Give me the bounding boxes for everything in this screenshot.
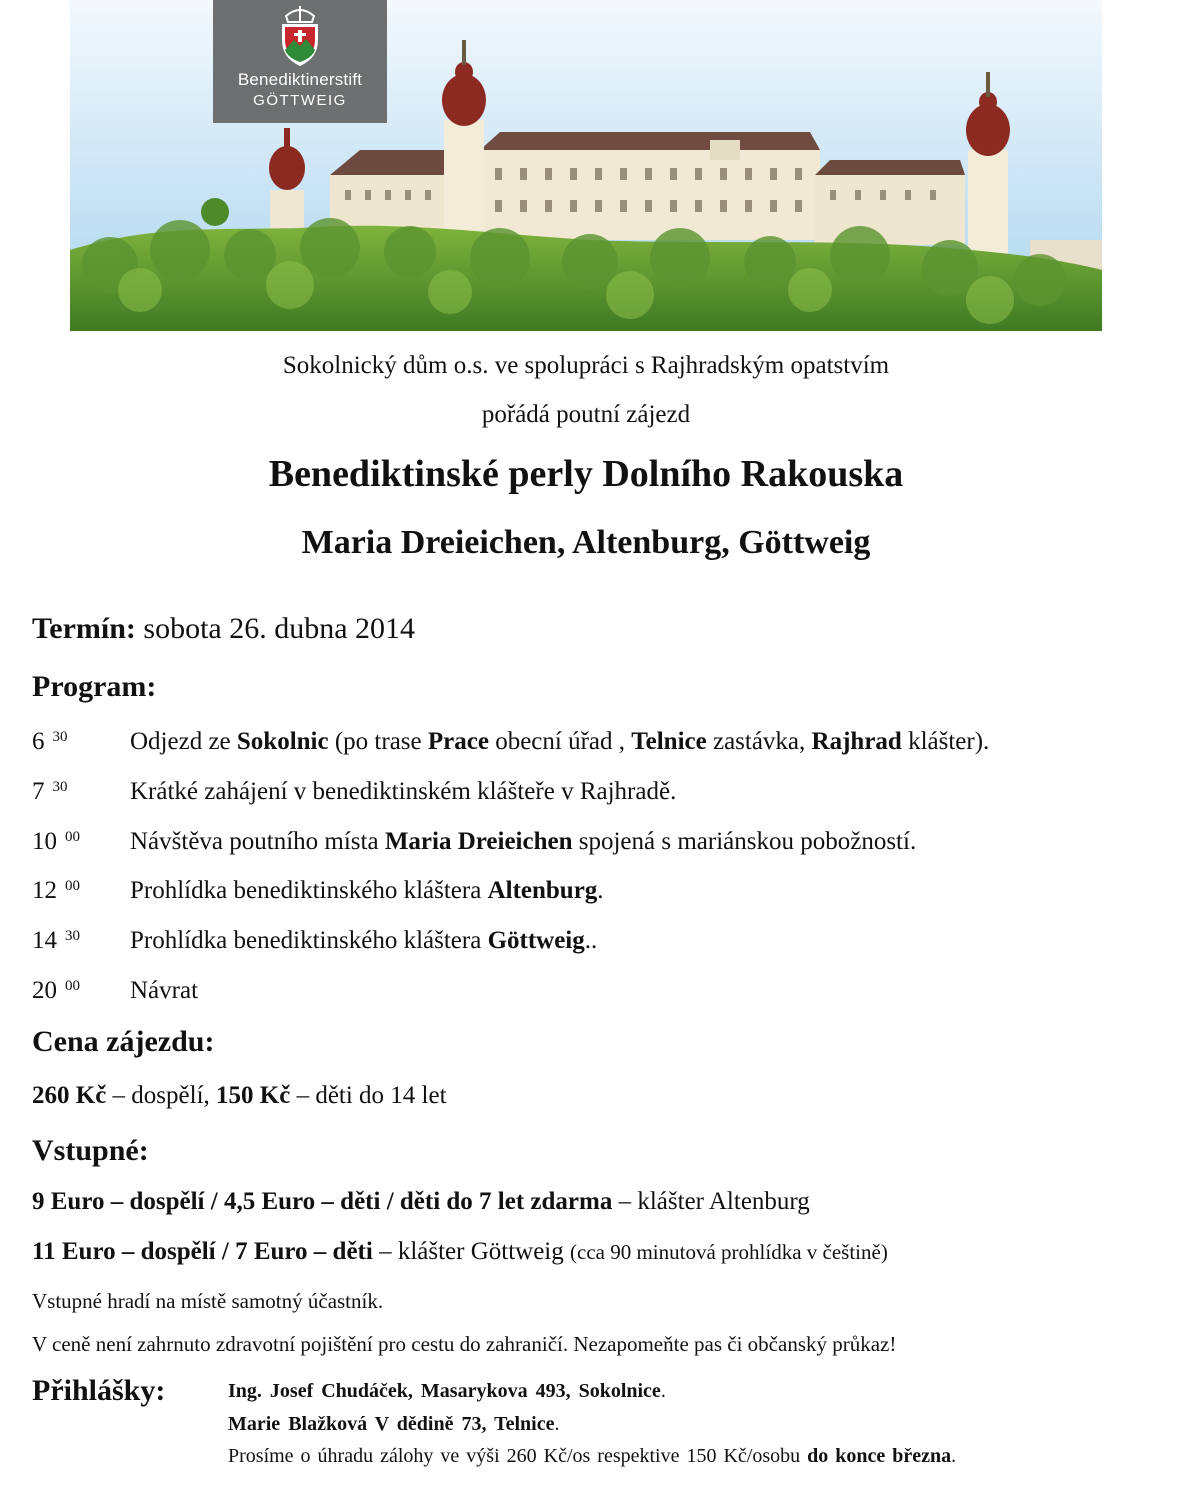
program-text: obecní úřad , (488, 728, 632, 755)
program-minute: 00 (65, 978, 80, 994)
program-minute: 00 (65, 829, 80, 845)
program-place: Maria Dreieichen (384, 828, 573, 855)
program-description (130, 778, 676, 806)
program-time (32, 778, 68, 806)
page-subtitle: Maria Dreieichen, Altenburg, Göttweig (301, 524, 871, 561)
termin-value: sobota 26. dubna 2014 (135, 612, 416, 645)
altenburg-prices: 9 Euro – dospělí / 4,5 Euro – děti / děti do 7 let zdarma (32, 1188, 613, 1215)
program-text: Krátké zahájení v benediktinském klášteře v Rajhradě. (130, 778, 677, 805)
program-time (32, 977, 80, 1005)
contact-2-text: Marie Blažková V dědině 73, Telnice (228, 1413, 555, 1435)
abbey-crest-icon (272, 6, 328, 68)
program-text: spojená s mariánskou pobožností. (572, 828, 917, 855)
program-place: Rajhrad (811, 728, 902, 755)
contact-2 (228, 1413, 560, 1436)
altenburg-place: – klášter Altenburg (612, 1188, 810, 1215)
program-place: Göttweig (487, 927, 585, 954)
program-minute: 30 (65, 928, 80, 944)
payment-end: . (951, 1445, 957, 1467)
program-hour: 10 (32, 828, 57, 855)
program-text: Prohlídka benediktinského kláštera (130, 927, 488, 954)
program-time (32, 728, 68, 756)
program-text: .. (584, 927, 598, 954)
program-description (130, 877, 604, 905)
program-hour: 14 (32, 927, 57, 954)
program-hour: 20 (32, 977, 57, 1004)
contact-2-end: . (554, 1413, 560, 1435)
program-hour: 12 (32, 877, 57, 904)
payment-note (228, 1445, 956, 1468)
program-text: klášter). (901, 728, 990, 755)
contact-1 (228, 1380, 666, 1403)
vstupne-note-1: Vstupné hradí na místě samotný účastník. (32, 1289, 384, 1313)
program-place: Altenburg (487, 877, 598, 904)
program-minute: 00 (65, 878, 80, 894)
intro-line-1: Sokolnický dům o.s. ve spolupráci s Rajhradským opatstvím (282, 352, 890, 379)
program-text: zastávka, (706, 728, 812, 755)
program-description (130, 927, 597, 955)
program-text: . (597, 877, 604, 904)
vstupne-altenburg (32, 1188, 810, 1216)
gottweig-place: – klášter Göttweig (372, 1238, 570, 1265)
program-place: Sokolnic (236, 728, 329, 755)
lone-tree (201, 198, 229, 226)
program-text: Návrat (130, 977, 199, 1004)
program-text: Prohlídka benediktinského kláštera (130, 877, 488, 904)
program-minute: 30 (52, 729, 68, 745)
page-title: Benediktinské perly Dolního Rakouska (268, 453, 904, 495)
prihlasky-label: Přihlášky: (32, 1374, 166, 1407)
vstupne-note-2: V ceně není zahrnuto zdravotní pojištění pro cestu do zahraničí. Nezapomeňte pas či občanský průkaz! (32, 1332, 897, 1356)
cena-label: Cena zájezdu: (32, 1025, 215, 1058)
program-description (130, 728, 989, 756)
vstupne-label: Vstupné: (32, 1134, 149, 1167)
adult-text: – dospělí, (106, 1082, 217, 1109)
payment-deadline: do konce března (807, 1445, 952, 1467)
program-text: (po trase (328, 728, 428, 755)
contact-1-end: . (660, 1380, 666, 1402)
program-text: Odjezd ze (130, 728, 237, 755)
contact-1-text: Ing. Josef Chudáček, Masarykova 493, Sokolnice (228, 1380, 661, 1402)
program-time (32, 828, 80, 856)
program-hour: 7 (32, 778, 45, 805)
program-time (32, 877, 80, 905)
benediktinerstift-logo (213, 0, 387, 123)
program-hour: 6 (32, 728, 45, 755)
program-text: Návštěva poutního místa (130, 828, 385, 855)
gottweig-prices: 11 Euro – dospělí / 7 Euro – děti (32, 1238, 373, 1265)
program-minute: 30 (52, 779, 68, 795)
program-time (32, 927, 80, 955)
program-description (130, 977, 198, 1005)
logo-name: Benediktinerstift (237, 70, 363, 89)
payment-text: Prosíme o úhradu zálohy ve výši 260 Kč/os respektive 150 Kč/osobu (228, 1445, 808, 1467)
termin-label: Termín: (32, 612, 136, 645)
cena-row (32, 1082, 447, 1110)
child-price: 150 Kč (216, 1082, 291, 1109)
termin-row (32, 612, 415, 646)
program-label: Program: (32, 670, 157, 703)
program-place: Telnice (631, 728, 707, 755)
intro-line-2: pořádá poutní zájezd (481, 401, 691, 428)
gottweig-note: (cca 90 minutová prohlídka v češtině) (570, 1240, 888, 1264)
child-text: – děti do 14 let (290, 1082, 447, 1109)
vstupne-gottweig (32, 1238, 888, 1266)
logo-place: GÖTTWEIG (253, 92, 347, 109)
adult-price: 260 Kč (32, 1082, 107, 1109)
program-description (130, 828, 916, 856)
program-place: Prace (427, 728, 489, 755)
